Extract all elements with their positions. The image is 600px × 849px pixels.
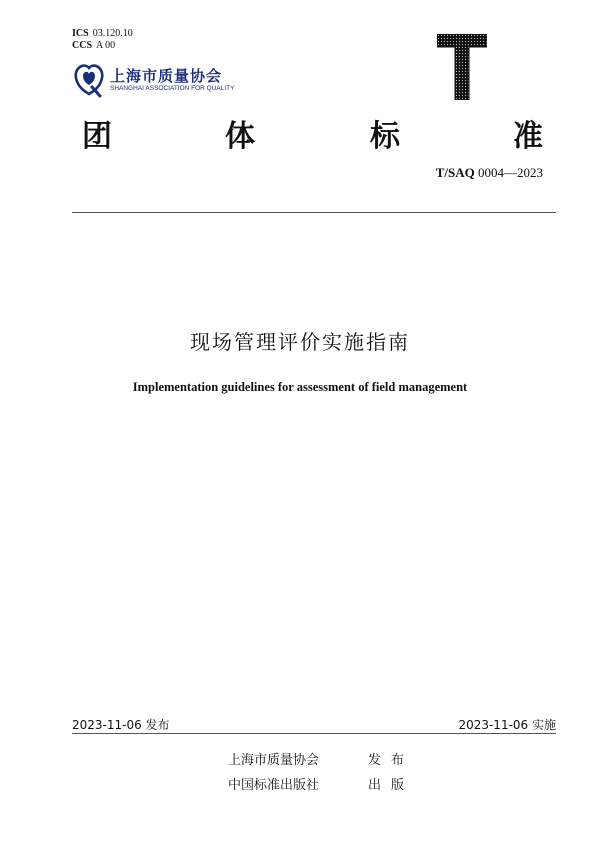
- ics-label: ICS: [72, 28, 89, 39]
- ccs-code: [72, 40, 115, 52]
- standard-letter-t: [437, 34, 487, 100]
- document-title-en: Implementation guidelines for assessment of field management: [132, 380, 468, 394]
- issuer-action: 发布: [368, 753, 415, 768]
- document-title-cn: 现场管理评价实施指南: [190, 330, 410, 354]
- ccs-label: CCS: [72, 40, 93, 51]
- ics-code: [72, 28, 133, 40]
- publisher-action: 出版: [368, 778, 415, 793]
- standard-type: [82, 117, 552, 157]
- association-logo: [72, 60, 262, 102]
- top-divider: [72, 212, 556, 213]
- standard-type-char: 准: [513, 119, 543, 154]
- implement-date: 2023-11-06 实施: [458, 718, 556, 732]
- standard-type-char: 团: [82, 119, 112, 154]
- issuer-name: 上海市质量协会: [228, 753, 320, 768]
- standard-code-number: 0004—2023: [478, 165, 543, 180]
- ccs-value: A 00: [96, 40, 116, 51]
- association-emblem-icon: [72, 60, 106, 98]
- standard-type-char: 体: [225, 119, 255, 154]
- standard-code: [436, 165, 543, 181]
- bottom-divider: [72, 733, 556, 734]
- logo-name-en: SHANGHAI ASSOCIATION FOR QUALITY: [110, 85, 235, 92]
- logo-name-cn: 上海市质量协会: [110, 67, 223, 85]
- publish-date: 2023-11-06 发布: [72, 718, 170, 732]
- publisher-name: 中国标准出版社: [228, 778, 320, 793]
- ics-value: 03.120.10: [92, 28, 133, 39]
- standard-type-char: 标: [370, 119, 400, 154]
- standard-code-prefix: T/SAQ: [435, 165, 475, 180]
